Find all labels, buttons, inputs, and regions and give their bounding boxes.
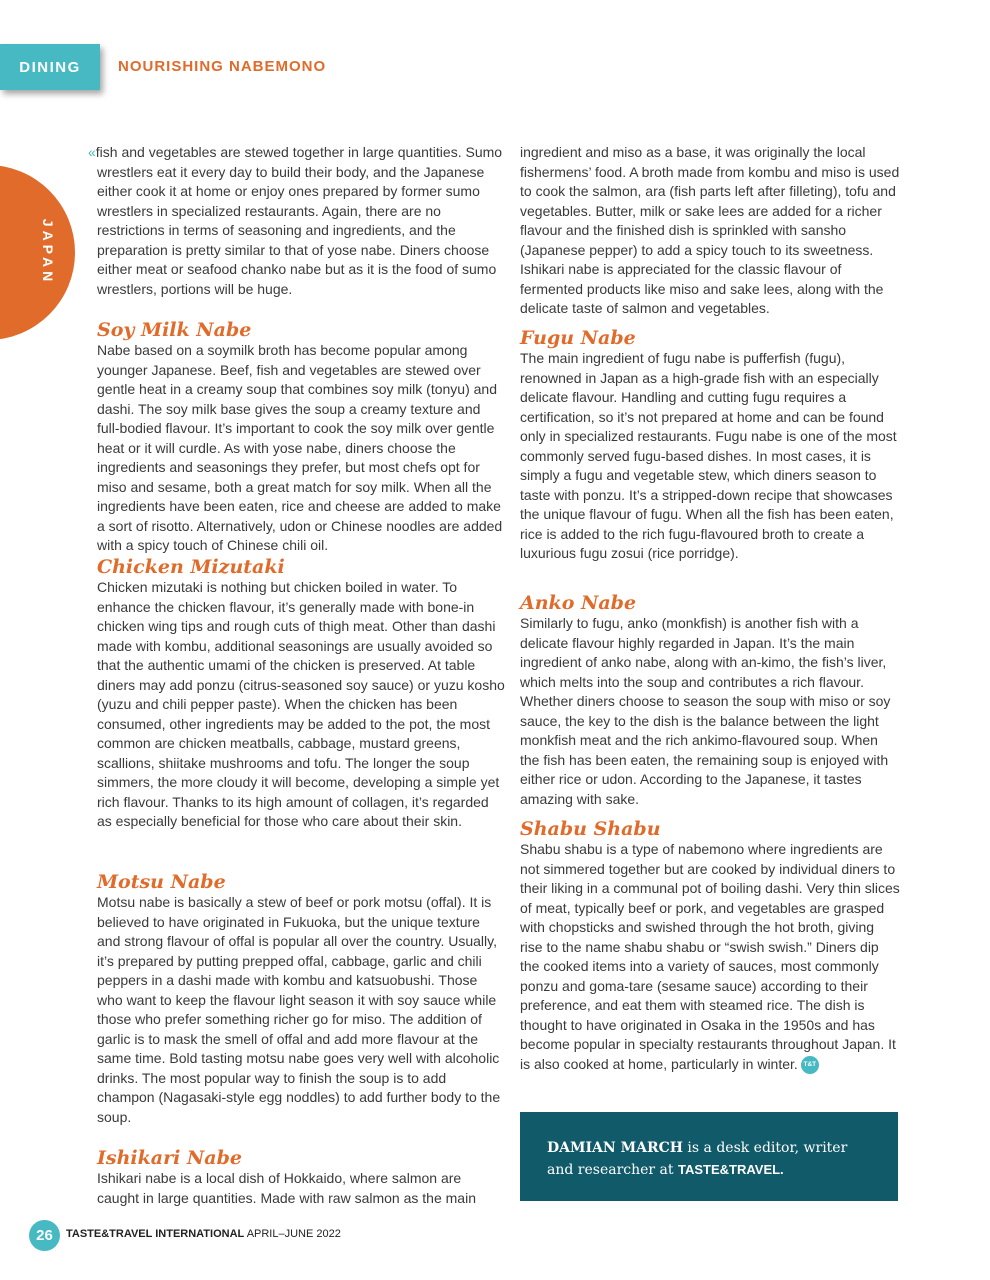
body-shabu-shabu: Shabu shabu is a type of nabemono where ingredients are not simmered together but are cooked by individual diners to their liking in a communal pot of boiling dashi. Very thin slices of meat, typically beef or pork, and vegetables are grasped with chopsticks and swished through the hot broth, giving rise to the name shabu shabu or “swish swish.” Diners dip the cooked items into a variety of sauces, most commonly ponzu and goma-tare (sesame sauce) according to their preference, and eat them with steamed rice. The dish is thought to have originated in Osaka in the 1950s and has become popular in specialty restaurants throughout Japan. It is also cooked at home, particularly in winter. T&T — [520, 840, 900, 1074]
heading-fugu-nabe: Fugu Nabe — [520, 327, 636, 349]
author-bio-text: is a desk editor, writer and researcher at — [547, 1140, 848, 1178]
heading-chicken-mizutaki: Chicken Mizutaki — [97, 556, 285, 578]
end-mark-icon: T&T — [801, 1056, 819, 1074]
body-ishikari-nabe-continued: ingredient and miso as a base, it was originally the local fishermens’ food. A broth made from kombu and miso is used to cook the salmon, ara (fish parts left after filleting), tofu and vegetables. Butter, milk or sake lees are added for a richer flavour and the finished dish is sprinkled with sansho (Japanese pepper) to add a spicy touch to its sweetness. Ishikari nabe is appreciated for the classic flavour of fermented products like miso and sake lees, along with the delicate taste of salmon and vegetables. — [520, 144, 900, 316]
intro-paragraph: «fish and vegetables are stewed together in large quantities. Sumo wrestlers eat it every day to build their body, and the Japanese either cook it at home or enjoy ones prepared by former sumo wrestlers in specialized restaurants. Again, there are no restrictions in terms of seasoning and ingredients, and the preparation is pretty similar to that of yose nabe. Diners choose either meat or seafood chanko nabe but as it is the food of sumo wrestlers, portions will be huge. — [88, 144, 503, 297]
side-country-label: JAPAN — [40, 218, 56, 286]
heading-motsu-nabe: Motsu Nabe — [97, 871, 226, 893]
body-fugu-nabe: The main ingredient of fugu nabe is pufferfish (fugu), renowned in Japan as a high-grade fish with an especially delicate flavour. Handling and cutting fugu requires a certification, so it’s not prepared at home and can be found only in specialized restaurants. Fugu nabe is one of the most commonly served fugu-based dishes. In most cases, it is simply a fugu and vegetable stew, which diners season to taste with ponzu. It’s a stripped-down recipe that showcases the unique flavour of fugu. When all the fish has been eaten, rice is added to the rich fugu-flavoured broth to create a luxurious fugu zosui (rice porridge). — [520, 350, 897, 561]
heading-soy-milk-nabe: Soy Milk Nabe — [97, 319, 252, 341]
section-label: DINING — [19, 58, 81, 76]
side-country-tab — [0, 165, 75, 340]
author-name: DAMIAN MARCH — [547, 1140, 683, 1156]
footer-line — [66, 1228, 341, 1240]
footer-magazine: TASTE&TRAVEL INTERNATIONAL — [66, 1228, 245, 1240]
page-number: 26 — [29, 1220, 60, 1251]
footer-issue: APRIL–JUNE 2022 — [246, 1228, 341, 1240]
bio-publication: TASTE&TRAVEL. — [677, 1162, 784, 1177]
heading-anko-nabe: Anko Nabe — [520, 592, 637, 614]
article-column-right — [520, 143, 900, 1074]
section-tab — [0, 44, 100, 90]
heading-ishikari-nabe: Ishikari Nabe — [97, 1147, 242, 1169]
author-bio-box — [520, 1112, 898, 1201]
section-subtitle: NOURISHING NABEMONO — [118, 58, 327, 75]
continuation-mark: « — [88, 144, 96, 160]
body-motsu-nabe: Motsu nabe is basically a stew of beef or pork motsu (offal). It is believed to have originated in Fukuoka, but the unique texture and strong flavour of offal is popular all over the country. Usually, it’s prepared by putting prepped offal, cabbage, garlic and chili peppers in a dashi made with kombu and katsuobushi. Those who want to keep the flavour light season it with soy sauce while those who prefer something richer go for miso. The addition of garlic is to mask the smell of offal and add more flavour at the same time. Bold tasting motsu nabe goes very well with alcoholic drinks. The most popular way to finish the soup is to add champon (Nagasaki-style egg noddles) to add further body to the soup. — [97, 894, 501, 1125]
body-chicken-mizutaki: Chicken mizutaki is nothing but chicken boiled in water. To enhance the chicken flavour, it’s generally made with bone-in chicken wing tips and rough cuts of thigh meat. Other than dashi made with kombu, additional seasonings are usually avoided so that the authentic umami of the chicken is preserved. At table diners may add ponzu (citrus-seasoned soy sauce) or yuzu kosho (yuzu and chili pepper paste). When the chicken has been consumed, other ingredients may be added to the pot, the most common are chicken meatballs, cabbage, mustard greens, scallions, shiitake mushrooms and tofu. The longer the soup simmers, the more cloudy it will become, developing a simple yet rich flavour. Thanks to its high amount of collagen, it’s regarded as especially beneficial for those who care about their skin. — [97, 579, 505, 829]
body-anko-nabe: Similarly to fugu, anko (monkfish) is another fish with a delicate flavour highly regarded in Japan. It’s the main ingredient of anko nabe, along with an-kimo, the fish’s liver, which melts into the soup and contributes a rich flavour. Whether diners choose to season the soup with miso or soy sauce, the key to the dish is the balance between the light monkfish meat and the rich ankimo-flavoured soup. When the fish has been eaten, the remaining soup is enjoyed with either rice or udon. According to the Japanese, it tastes amazing with sake. — [520, 615, 891, 807]
article-column-left — [88, 143, 505, 1208]
body-soy-milk-nabe: Nabe based on a soymilk broth has become popular among younger Japanese. Beef, fish and vegetables are stewed over gentle heat in a creamy soup that combines soy milk (tonyu) and dashi. The soy milk base gives the soup a creamy texture and full-bodied flavour. It’s important to cook the soy milk over gentle heat or it will curdle. As with yose nabe, diners choose the ingredients and seasonings they prefer, but most chefs opt for miso and sesame, both a great match for soy milk. When all the ingredients have been eaten, rice and cheese are added to make a sort of risotto. Alternatively, udon or Chinese noodles are added with a spicy touch of Chinese chili oil. — [97, 342, 503, 553]
body-ishikari-nabe: Ishikari nabe is a local dish of Hokkaido, where salmon are caught in large quantities. Made with raw salmon as the main — [97, 1170, 476, 1206]
heading-shabu-shabu: Shabu Shabu — [520, 818, 661, 840]
